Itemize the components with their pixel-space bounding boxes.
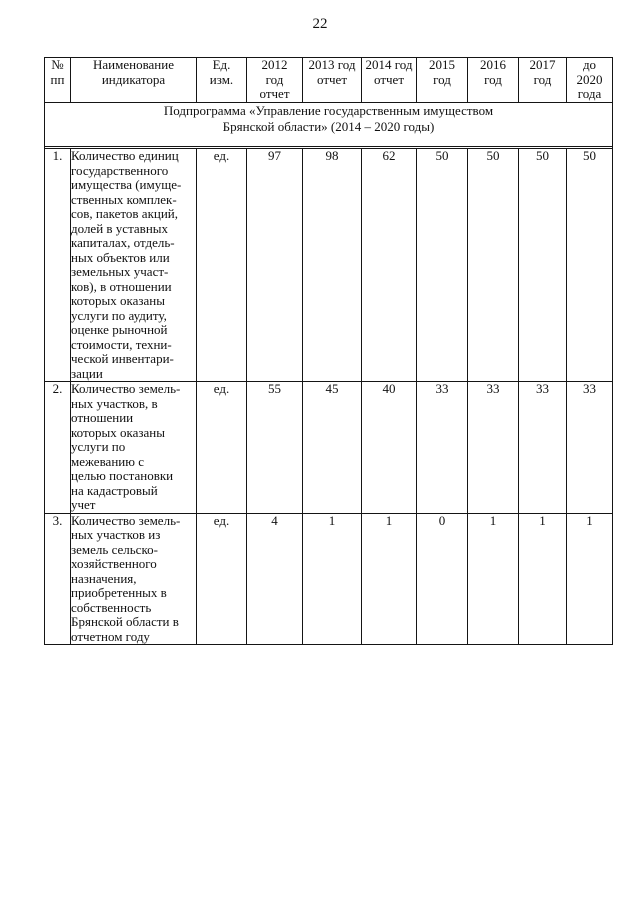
value-cell-2013: 98: [303, 149, 362, 382]
unit-cell: ед.: [197, 149, 247, 382]
indicator-name-line: услуги по: [71, 439, 126, 454]
header-cell-to-2020: [567, 58, 613, 103]
row-number: 3.: [45, 513, 71, 645]
subprogram-line: Подпрограмма «Управление государственным имуществом: [163, 103, 494, 118]
header-cell-number: [45, 58, 71, 103]
value-cell-2015: 50: [417, 149, 468, 382]
page-number: 22: [312, 16, 328, 32]
indicator-name-line: хозяйственного: [71, 556, 157, 571]
indicator-name-line: на кадастровый: [71, 482, 158, 498]
header-row: [45, 58, 613, 103]
value-cell-2016: 50: [468, 149, 519, 382]
header-line: год: [533, 71, 552, 87]
value-cell-2017: 50: [519, 149, 567, 382]
indicator-name: [71, 382, 197, 514]
indicator-name-line: долей в уставных: [71, 220, 169, 236]
indicator-name-line: ных участков, в: [71, 395, 158, 411]
subprogram-line: Брянской области» (2014 – 2020 годы): [222, 119, 435, 134]
value-cell-2012: 97: [247, 149, 303, 382]
header-line: год: [265, 71, 284, 87]
indicator-name-line: государственного: [71, 162, 169, 178]
row-number: 1.: [45, 149, 71, 382]
value-cell-2016: 1: [468, 513, 519, 645]
value-cell-2017: 33: [519, 382, 567, 514]
table-row: [45, 149, 613, 382]
indicators-table: [44, 57, 613, 645]
header-line: года: [577, 86, 602, 101]
value-cell-2013: 1: [303, 513, 362, 645]
unit-cell: ед.: [197, 513, 247, 645]
indicator-name-line: которых оказаны: [71, 293, 165, 308]
value-cell-2012: 4: [247, 513, 303, 645]
header-line: 2020: [576, 71, 603, 87]
header-line: до: [582, 57, 597, 72]
header-cell-unit: [197, 58, 247, 103]
header-line: 2016: [480, 57, 506, 72]
header-line: изм.: [209, 71, 234, 87]
header-line: 2014 год: [365, 57, 413, 72]
indicator-name-line: ческой инвентари-: [71, 351, 174, 366]
value-cell-2012: 55: [247, 382, 303, 514]
value-cell-2016: 33: [468, 382, 519, 514]
value-cell-2015: 0: [417, 513, 468, 645]
table-row: [45, 513, 613, 645]
indicator-name-line: учет: [71, 497, 96, 512]
indicator-name: [71, 149, 197, 382]
header-cell-2013: [303, 58, 362, 103]
header-line: пп: [50, 71, 65, 87]
value-cell-2017: 1: [519, 513, 567, 645]
header-line: Наименование: [93, 57, 174, 72]
indicator-name-line: отношении: [71, 410, 134, 425]
value-cell-to-2020: 33: [567, 382, 613, 514]
indicator-name-line: ных объектов или: [71, 249, 170, 265]
header-cell-2016: [468, 58, 519, 103]
indicator-name-line: зации: [71, 365, 103, 381]
indicator-name-line: Брянской области в: [71, 614, 179, 629]
indicator-name-line: ных участков из: [71, 527, 161, 542]
table-body: [45, 103, 613, 645]
indicator-name-line: ственных комплек-: [71, 191, 177, 207]
header-line: 2013 год: [308, 57, 356, 72]
indicator-name-line: межеванию с: [71, 453, 144, 469]
indicator-name-line: собственность: [71, 599, 152, 615]
subprogram-title: [45, 103, 613, 147]
header-line: отчет: [317, 71, 347, 87]
indicator-name-line: капиталах, отдель-: [71, 235, 175, 250]
header-line: 2012: [261, 57, 288, 72]
indicator-name-line: земель сельско-: [71, 541, 158, 557]
indicator-name-line: ков), в отношении: [71, 278, 172, 294]
table-row: [45, 382, 613, 514]
table-header: [45, 58, 613, 103]
indicator-name-line: стоимости, техни-: [71, 336, 172, 352]
value-cell-2014: 1: [362, 513, 417, 645]
header-cell-2012: [247, 58, 303, 103]
header-line: индикатора: [101, 71, 166, 87]
subprogram-row: [45, 103, 613, 147]
header-cell-indicator-name: [71, 58, 197, 103]
row-number: 2.: [45, 382, 71, 514]
header-cell-2014: [362, 58, 417, 103]
indicator-name-line: отчетном году: [71, 628, 150, 644]
header-line: год: [433, 71, 451, 87]
unit-cell: ед.: [197, 382, 247, 514]
indicator-name-line: назначения,: [71, 570, 137, 586]
indicator-name-line: Количество земель-: [71, 381, 181, 396]
header-line: 2017: [529, 57, 556, 72]
indicator-name-line: земельных участ-: [71, 264, 169, 279]
value-cell-2015: 33: [417, 382, 468, 514]
value-cell-to-2020: 50: [567, 149, 613, 382]
header-line: отчет: [374, 71, 404, 87]
value-cell-2014: 40: [362, 382, 417, 514]
header-cell-2015: [417, 58, 468, 103]
header-line: 2015: [429, 57, 455, 72]
value-cell-2014: 62: [362, 149, 417, 382]
indicator-name-line: целью постановки: [71, 468, 174, 483]
indicator-name-line: приобретенных в: [71, 585, 167, 600]
indicator-name-line: сов, пакетов акций,: [71, 206, 179, 221]
indicator-name-line: услуги по аудиту,: [71, 307, 167, 323]
indicator-name-line: которых оказаны: [71, 424, 165, 440]
indicator-name-line: Количество единиц: [71, 148, 179, 163]
indicator-name-line: имущества (имуще-: [71, 177, 182, 192]
indicator-name-line: оценке рыночной: [71, 322, 168, 337]
value-cell-2013: 45: [303, 382, 362, 514]
indicator-name: [71, 513, 197, 645]
header-line: год: [484, 71, 502, 87]
header-line: №: [51, 57, 64, 72]
value-cell-to-2020: 1: [567, 513, 613, 645]
indicator-name-line: Количество земель-: [71, 513, 181, 528]
header-line: Ед.: [212, 57, 231, 72]
header-cell-2017: [519, 58, 567, 103]
header-line: отчет: [259, 86, 290, 101]
